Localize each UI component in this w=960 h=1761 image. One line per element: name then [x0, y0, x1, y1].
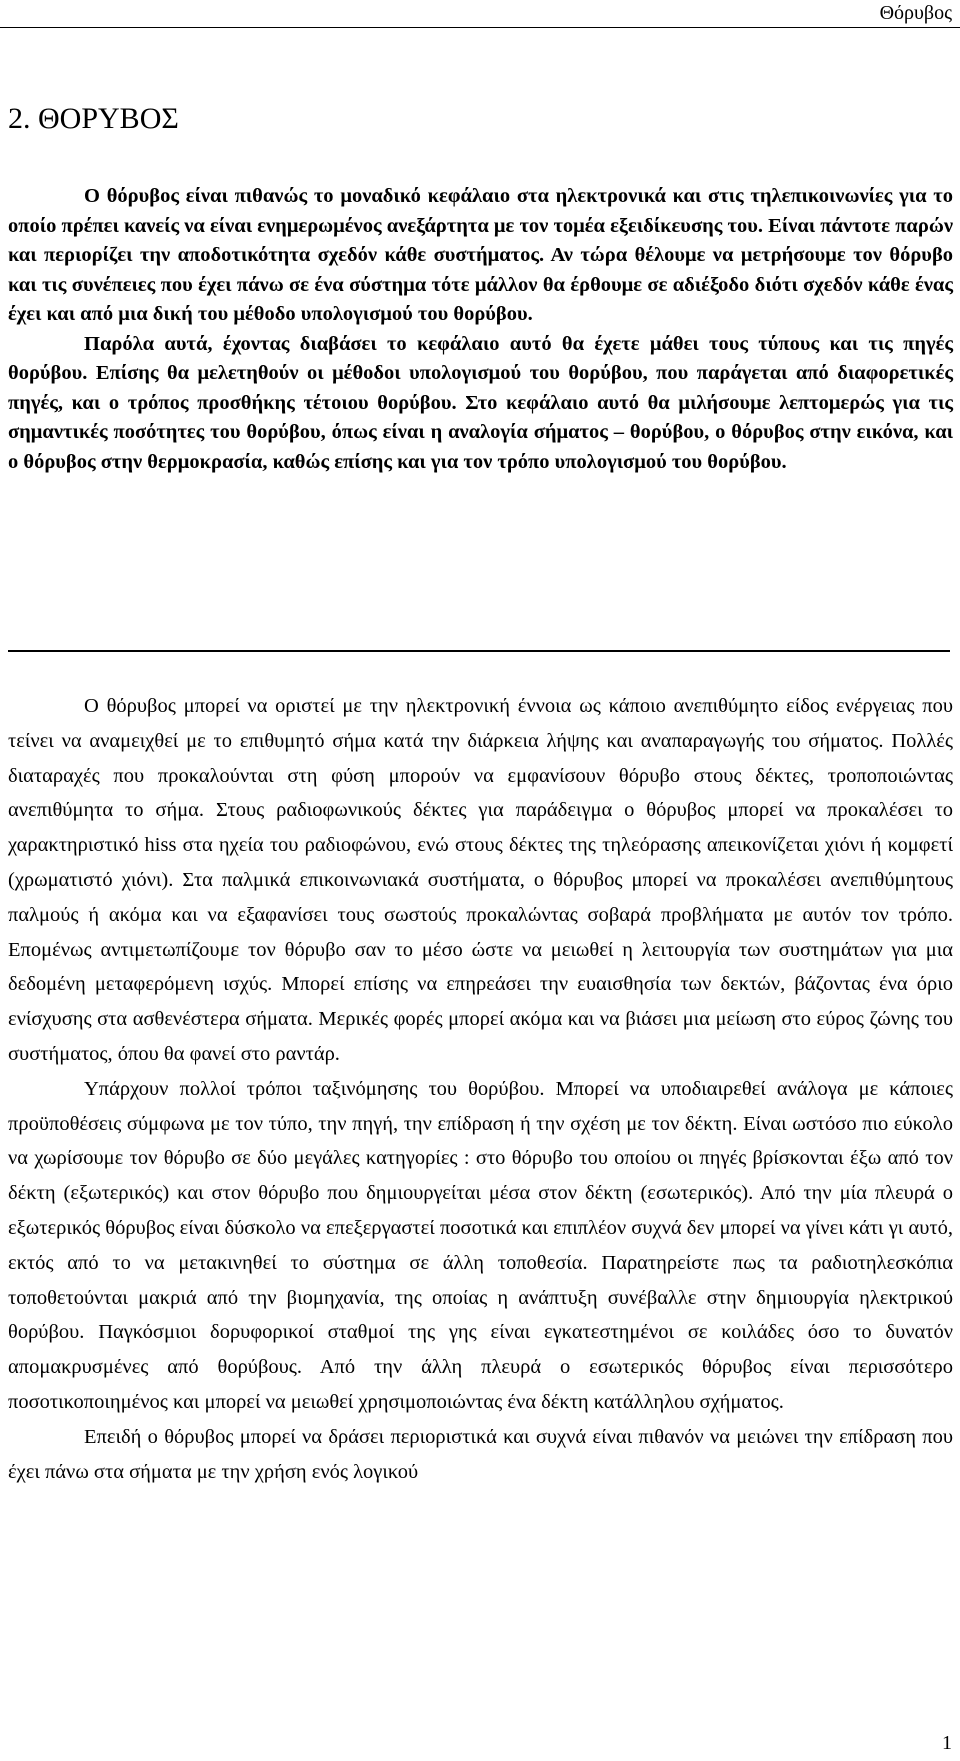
chapter-title: 2. ΘΟΡΥΒΟΣ [8, 102, 179, 135]
page-number: 1 [942, 1732, 952, 1754]
abstract-paragraph: Παρόλα αυτά, έχοντας διαβάσει το κεφάλαιο αυτό θα έχετε μάθει τους τύπους και τις πηγές θορύβου. Επίσης θα μελετηθούν οι μέθοδοι υπολογισμού του θορύβου, που παράγεται από διαφορετικές πηγές, και ο τρόπος προσθήκης τέτοιου θορύβου. Στο κεφάλαιο αυτό θα μιλήσουμε λεπτομερώς για τις σημαντικές ποσότητες του θορύβου, όπως είναι η αναλογία σήματος – θορύβου, ο θόρυβος στην εικόνα, και ο θόρυβος στην θερμοκρασία, καθώς επίσης και για τον τρόπο υπολογισμού του θορύβου. [8, 332, 953, 473]
abstract-paragraph: Ο θόρυβος είναι πιθανώς το μοναδικό κεφάλαιο στα ηλεκτρονικά και στις τηλεπικοινωνίες για το οποίο πρέπει κανείς να είναι ενημερωμένος ανεξάρτητα με τον τομέα εξειδίκευσης του. Είναι πάντοτε παρών και περιορίζει την αποδοτικότητα σχεδόν κάθε συστήματος. Αν τώρα θέλουμε να μετρήσουμε τον θόρυβο και τις συνέπειες που έχει πάνω σε ένα σύστημα τότε μάλλον θα έρθουμε σε αδιέξοδο διότι σχεδόν κάθε ένας έχει και από μια δική του μέθοδο υπολογισμού του θορύβου. [8, 185, 953, 325]
body-paragraph: Επειδή ο θόρυβος μπορεί να δράσει περιοριστικά και συχνά είναι πιθανόν να μειώνει την επίδραση που έχει πάνω στα σήματα με την χρήση ενός λογικού [8, 1425, 953, 1483]
body-paragraph: Υπάρχουν πολλοί τρόποι ταξινόμησης του θορύβου. Μπορεί να υποδιαιρεθεί ανάλογα με κάποιες προϋποθέσεις σύμφωνα με τον τύπο, την πηγή, την επίδραση ή την σχέση με τον δέκτη. Είναι ωστόσο πιο εύκολο να χωρίσουμε τον θόρυβο σε δύο μεγάλες κατηγορίες : στο θόρυβο του οποίου οι πηγές βρίσκονται έξω από τον δέκτη (εξωτερικός) και στον θόρυβο που δημιουργείται μέσα στον δέκτη (εσωτερικός). Από την μία πλευρά ο εξωτερικός θόρυβος είναι δύσκολο να επεξεργαστεί ποσοτικά και επιπλέον συχνά δεν μπορεί να γίνει κάτι γι αυτό, εκτός από το να μετακινηθεί το σύστημα σε άλλη τοποθεσία. Παρατηρείστε πως τα ραδιοτηλεσκόπια τοποθετούνται μακριά από την βιομηχανία, της οποίας η ανάπτυξη συνέβαλλε στην δημιουργία ηλεκτρικού θορύβου. Παγκόσμιοι δορυφορικοί σταθμοί της γης είναι εγκατεστημένοι σε κοιλάδες όσο το δυνατόν απομακρυσμένες από θορύβους. Από την άλλη πλευρά ο εσωτερικός θόρυβος είναι περισσότερο ποσοτικοποιημένος και μπορεί να μειωθεί χρησιμοποιώντας ένα δέκτη κατάλληλου σχήματος. [8, 1077, 953, 1413]
running-header [0, 0, 960, 28]
chapter-abstract [8, 182, 953, 477]
section-divider [8, 650, 950, 652]
body-paragraph: Ο θόρυβος μπορεί να οριστεί με την ηλεκτρονική έννοια ως κάποιο ανεπιθύμητο είδος ενέργειας που τείνει να αναμειχθεί με το επιθυμητό σήμα κατά την διάρκεια λήψης και αναπαραγωγής του σήματος. Πολλές διαταραχές που προκαλούνται στη φύση μπορούν να εμφανίσουν θόρυβο στους δέκτες, τροποποιώντας ανεπιθύμητα το σήμα. Στους ραδιοφωνικούς δέκτες για παράδειγμα ο θόρυβος μπορεί να προκαλέσει το χαρακτηριστικό hiss στα ηχεία του ραδιοφώνου, ενώ στους δέκτες της τηλεόρασης απεικονίζεται χιόνι ή κομφετί (χρωματιστό χιόνι). Στα παλμικά επικοινωνιακά συστήματα, ο θόρυβος μπορεί να προκαλέσει ανεπιθύμητους παλμούς ή ακόμα και να εξαφανίσει τους σωστούς προκαλώντας σοβαρά προβλήματα με αυτόν τον τρόπο. Επομένως αντιμετωπίζουμε τον θόρυβο σαν το μέσο ώστε να μειωθεί η λειτουργία των συστημάτων για μια δεδομένη μεταφερόμενη ισχύς. Μπορεί επίσης να επηρεάσει την ευαισθησία των δεκτών, βάζοντας ένα όριο ενίσχυσης στα ασθενέστερα σήματα. Μερικές φορές μπορεί ακόμα και να βιάσει μια μείωση στο εύρος ζώνης του συστήματος, όπου θα φανεί στο ραντάρ. [8, 695, 953, 1065]
body-text [8, 689, 953, 1489]
running-title: Θόρυβος [879, 2, 952, 24]
